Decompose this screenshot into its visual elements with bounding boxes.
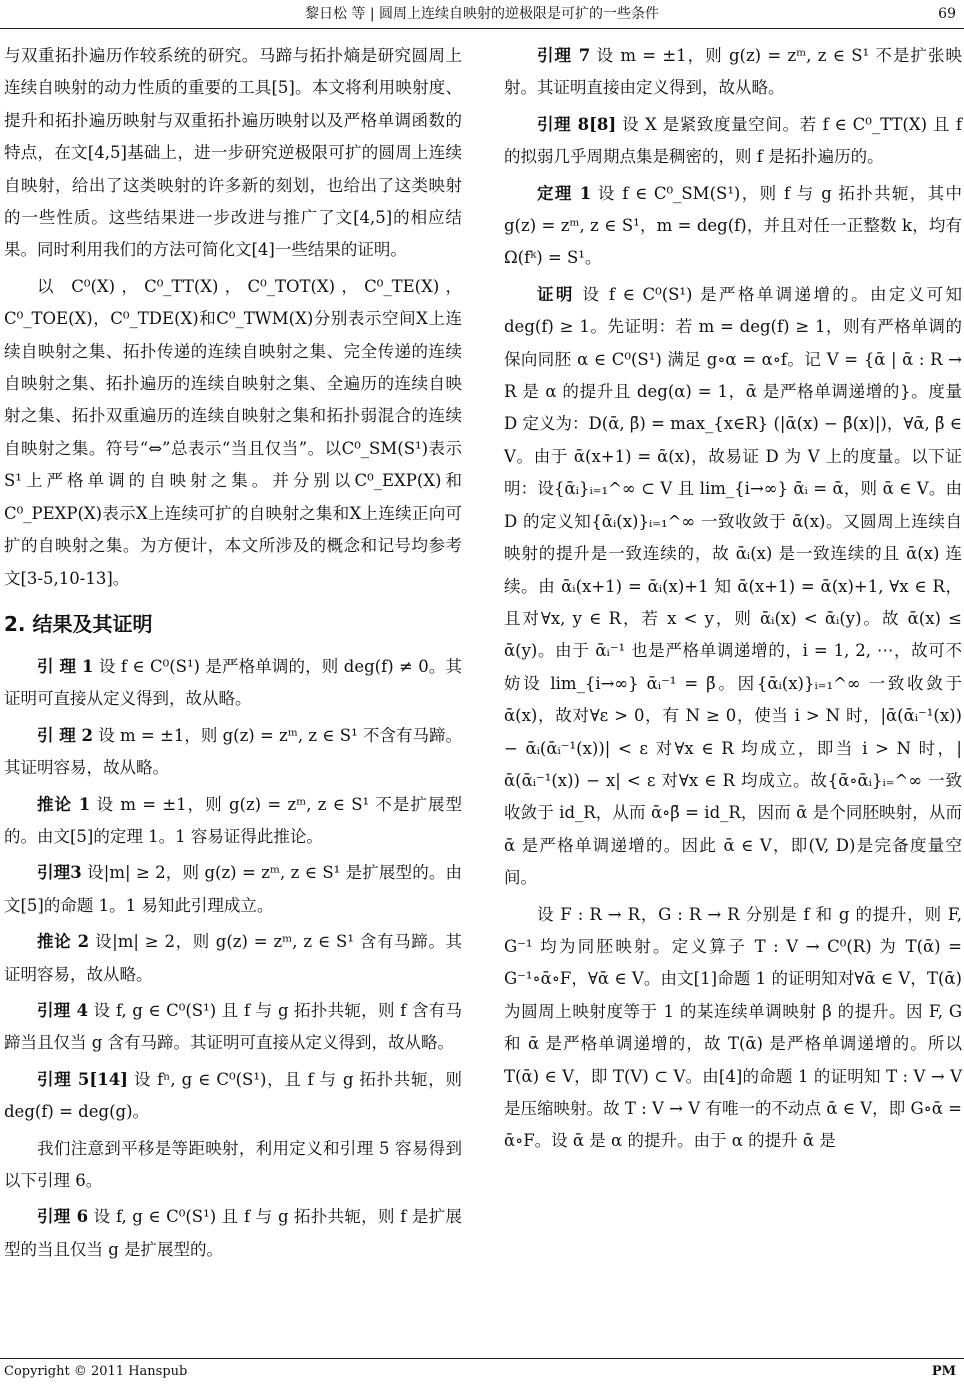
running-header — [0, 0, 964, 30]
lemma-3 — [4, 857, 462, 922]
theorem-1-text: 设 f ∈ C⁰_SM(S¹)，则 f 与 g 拓扑共轭，其中 g(z) = zᵐ, z ∈ S¹，m = deg(f)，并且对任一正整数 k，均有 Ω(fᵏ) = S¹。 — [504, 183, 962, 268]
corollary-2 — [4, 926, 462, 991]
lemma-5 — [4, 1064, 462, 1129]
lemma-8-label: 引理 8[8] — [537, 114, 617, 134]
lemma-1-text: 设 f ∈ C⁰(S¹) 是严格单调的，则 deg(f) ≠ 0。其证明可直接从定义得到，故从略。 — [4, 656, 462, 709]
lemma-1-label: 引 理 1 — [37, 656, 94, 676]
lemma-7-label: 引理 7 — [537, 46, 591, 65]
lemma-6-label: 引理 6 — [37, 1207, 89, 1227]
corollary-1-text: 设 m = ±1，则 g(z) = zᵐ, z ∈ S¹ 不是扩展型的。由文[5]的定理 1。1 容易证得此推论。 — [4, 794, 462, 846]
corollary-1 — [4, 789, 462, 854]
lemma-6 — [4, 1201, 462, 1266]
lemma-8 — [504, 109, 962, 174]
corollary-2-text: 设|m| ≥ 2，则 g(z) = zᵐ, z ∈ S¹ 含有马蹄。其证明容易，故从略。 — [4, 932, 462, 984]
proof-label: 证明 — [537, 284, 575, 304]
lemma-4-label: 引理 4 — [37, 1000, 89, 1020]
corollary-1-label: 推论 1 — [37, 794, 91, 814]
page-number: 69 — [938, 6, 956, 22]
lemma-4 — [4, 995, 462, 1060]
footer-divider — [0, 1358, 964, 1359]
remark-paragraph: 我们注意到平移是等距映射，利用定义和引理 5 容易得到以下引理 6。 — [4, 1138, 462, 1190]
proof-paragraph-1 — [504, 279, 962, 895]
lemma-5-label: 引理 5[14] — [37, 1069, 128, 1089]
theorem-1 — [504, 178, 962, 275]
lemma-8-text: 设 X 是紧致度量空间。若 f ∈ C⁰_TT(X) 且 f 的拟弱几乎周期点集是稠密的，则 f 是拓扑遍历的。 — [504, 114, 963, 167]
corollary-2-label: 推论 2 — [37, 932, 90, 952]
right-column — [504, 40, 962, 1162]
page-footer — [0, 1362, 964, 1384]
header-divider — [0, 28, 964, 29]
section-heading: 2. 结果及其证明 — [4, 611, 153, 636]
lemma-6-text: 设 f, g ∈ C⁰(S¹) 且 f 与 g 拓扑共轭，则 f 是扩展型的当且仅当 g 是扩展型的。 — [4, 1207, 463, 1259]
lemma-3-label: 引理3 — [37, 863, 82, 883]
lemma-2-label: 引 理 2 — [37, 725, 93, 745]
notation-paragraph: 以 C⁰(X)，C⁰_TT(X)，C⁰_TOT(X)，C⁰_TE(X)，C⁰_TOE(X)，C⁰_TDE(X)和C⁰_TWM(X)分别表示空间X上连续自映射之集、拓扑传递的连续自映射之集、完全传递的连续自映射之集、拓扑遍历的连续自映射之集、全遍历的连续自映射之集、拓扑双重遍历的连续自映射之集和拓扑弱混合的连续自映射之集。符号“⇔”总表示“当且仅当”。以C⁰_SM(S¹)表示S¹上严格单调的自映射之集。并分别以C⁰_EXP(X)和C⁰_PEXP(X)表示X上连续可扩的自映射之集和X上连续正向可扩的自映射之集。为方便计，本文所涉及的概念和记号均参考文[3-5,10-13]。 — [4, 276, 462, 588]
intro-paragraph: 与双重拓扑遍历作较系统的研究。马蹄与拓扑熵是研究圆周上连续自映射的动力性质的重要的工具[5]。本文将利用映射度、提升和拓扑遍历映射与双重拓扑遍历映射以及严格单调函数的特点，在文[4,5]基础上，进一步研究逆极限可扩的圆周上连续自映射，给出了这类映射的许多新的刻划，也给出了这类映射的一些性质。这些结果进一步改进与推广了文[4,5]的相应结果。同时利用我们的方法可简化文[4]一些结果的证明。 — [4, 46, 462, 260]
lemma-2-text: 设 m = ±1，则 g(z) = zᵐ, z ∈ S¹ 不含有马蹄。其证明容易，故从略。 — [4, 725, 462, 778]
lemma-2 — [4, 720, 462, 785]
left-column — [4, 40, 462, 1270]
proof-paragraph-2: 设 F : R → R，G : R → R 分别是 f 和 g 的提升，则 F, G⁻¹ 均为同胚映射。定义算子 T : V → C⁰(R) 为 T(ᾱ) = G⁻¹∘ᾱ∘F，∀ᾱ ∈ V。由文[1]命题 1 的证明知对∀ᾱ ∈ V，T(ᾱ) 为圆周上映射度等于 1 的某连续单调映射 β 的提升。因 F, G 和 ᾱ 是严格单调递增的，故 T(ᾱ) 是严格单调递增的。所以 T(ᾱ) ∈ V，即 T(V) ⊂ V。由[4]的命题 1 的证明知 T : V → V 是压缩映射。故 T : V → V 有唯一的不动点 ᾱ ∈ V，即 G∘ᾱ = ᾱ∘F。设 ᾱ 是 α 的提升。由于 α 的提升 ᾱ 是 — [504, 904, 962, 1151]
copyright-notice: Copyright © 2011 Hanspub — [4, 1364, 188, 1379]
proof-text-1: 设 f ∈ C⁰(S¹) 是严格单调递增的。由定义可知 deg(f) ≥ 1。先证明：若 m = deg(f) ≥ 1，则有严格单调的保向同胚 α ∈ C⁰(S¹) 满足 g∘α = α∘f。记 V = {ᾱ | ᾱ : R → R 是 α 的提升且 deg(α) = 1，ᾱ 是严格单调递增的}。度量 D 定义为：D(ᾱ, β̄) = max_{x∈R} (|ᾱ(x) − β̄(x)|)，∀ᾱ, β̄ ∈ V。由于 ᾱ(x+1) = ᾱ(x)，故易证 D 为 V 上的度量。以下证明：设{ᾱᵢ}ᵢ₌₁^∞ ⊂ V 且 lim_{i→∞} ᾱᵢ = ᾱ，则 ᾱ ∈ V。由 D 的定义知{ᾱᵢ(x)}ᵢ₌₁^∞ 一致收敛于 ᾱ(x)。又圆周上连续自映射的提升是一致连续的，故 ᾱᵢ(x) 是一致连续的且 ᾱ(x) 连续。由 ᾱᵢ(x+1) = ᾱᵢ(x)+1 知 ᾱ(x+1) = ᾱ(x)+1, ∀x ∈ R，且对∀x, y ∈ R，若 x < y，则 ᾱᵢ(x) < ᾱᵢ(y)。故 ᾱ(x) ≤ ᾱ(y)。由于 ᾱᵢ⁻¹ 也是严格单调递增的，i = 1, 2, ⋯，故可不妨设 lim_{i→∞} ᾱᵢ⁻¹ = β̄。因{ᾱᵢ(x)}ᵢ₌₁^∞ 一致收敛于 ᾱ(x)，故对∀ε > 0，有 N ≥ 0，使当 i > N 时，|ᾱ(ᾱᵢ⁻¹(x)) − ᾱᵢ(ᾱᵢ⁻¹(x))| < ε 对∀x ∈ R 均成立，即当 i > N 时，|ᾱ(ᾱᵢ⁻¹(x)) − x| < ε 对∀x ∈ R 均成立。故{ᾱ∘ᾱᵢ}ᵢ₌^∞ 一致收敛于 id_R，从而 ᾱ∘β̄ = id_R，因而 ᾱ 是个同胚映射，从而 ᾱ 是严格单调递增的。因此 ᾱ ∈ V，即(V, D)是完备度量空间。 — [504, 284, 962, 888]
lemma-7 — [504, 40, 962, 105]
lemma-7-text: 设 m = ±1，则 g(z) = zᵐ, z ∈ S¹ 不是扩张映射。其证明直接由定义得到，故从略。 — [504, 46, 962, 98]
lemma-1 — [4, 651, 462, 716]
lemma-3-text: 设|m| ≥ 2，则 g(z) = zᵐ, z ∈ S¹ 是扩展型的。由文[5]的命题 1。1 易知此引理成立。 — [4, 863, 462, 915]
running-title: 黎日松 等 | 圆周上连续自映射的逆极限是可扩的一些条件 — [304, 6, 660, 22]
lemma-5-text: 设 fⁿ, g ∈ C⁰(S¹)，且 f 与 g 拓扑共轭，则 deg(f) = deg(g)。 — [4, 1069, 462, 1122]
lemma-4-text: 设 f, g ∈ C⁰(S¹) 且 f 与 g 拓扑共轭，则 f 含有马蹄当且仅当 g 含有马蹄。其证明可直接从定义得到，故从略。 — [4, 1000, 463, 1053]
journal-abbrev: PM — [931, 1364, 956, 1379]
theorem-1-label: 定理 1 — [537, 183, 592, 203]
